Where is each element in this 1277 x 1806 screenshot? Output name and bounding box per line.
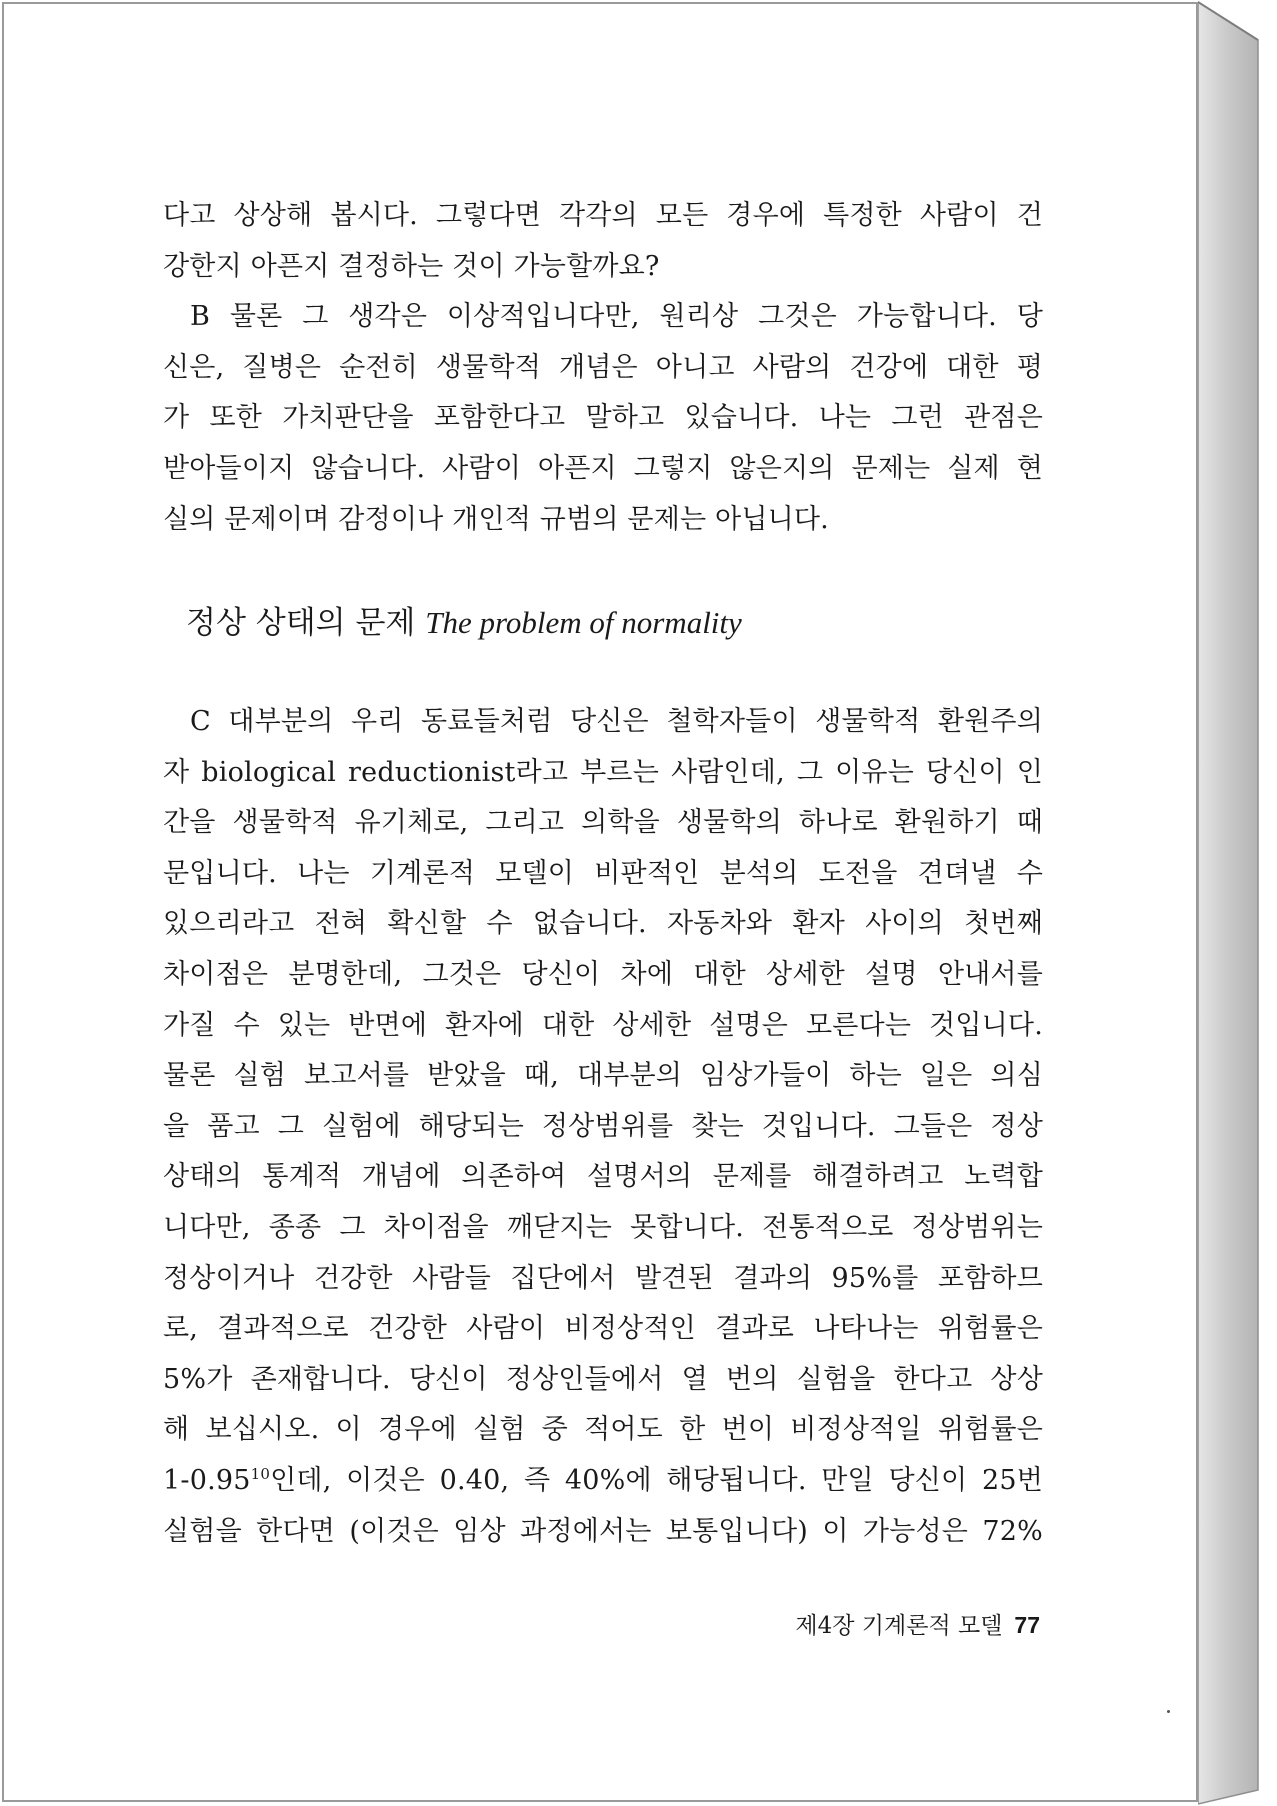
text-line: 있으리라고 전혀 확신할 수 없습니다. 자동차와 환자 사이의 첫번째 [163,908,1043,940]
text-line: 로, 결과적으로 건강한 사람이 비정상적인 결과로 나타나는 위험률은 [163,1313,1043,1345]
text-line: 해 보십시오. 이 경우에 실험 중 적어도 한 번이 비정상적일 위험률은 [163,1414,1043,1446]
text-line: 간을 생물학적 유기체로, 그리고 의학을 생물학의 하나로 환원하기 때 [163,807,1043,839]
speck-mark [1167,1710,1170,1713]
text-line: 니다만, 종종 그 차이점을 깨닫지는 못합니다. 전통적으로 정상범위는 [163,1211,1043,1243]
formula-line: 1-0.95$^{10}$인데, 이것은 0.40, 즉 40%에 해당됩니다. 만일 당신이 25번 [163,1464,1043,1496]
text-line: 받아들이지 않습니다. 사람이 아픈지 그렇지 않은지의 문제는 실제 현 [163,452,1043,484]
text-line: 실의 문제이며 감정이나 개인적 규범의 문제는 아닙니다. [163,503,829,535]
text-line: 정상이거나 건강한 사람들 집단에서 발견된 결과의 95%를 포함하므 [163,1262,1043,1294]
text-line: 문입니다. 나는 기계론적 모델이 비판적인 분석의 도전을 견뎌낼 수 [163,857,1043,889]
text-line: 차이점은 분명한데, 그것은 당신이 차에 대한 상세한 설명 안내서를 [163,958,1043,990]
text-line: 신은, 질병은 순전히 생물학적 개념은 아니고 사람의 건강에 대한 평 [163,351,1043,383]
heading-korean: 정상 상태의 문제 [186,605,416,641]
chapter-title: 제4장 기계론적 모델 [795,1613,1003,1639]
heading-english: The problem of normality [425,605,742,640]
section-1-text [163,191,1043,545]
text-line: 강한지 아픈지 결정하는 것이 가능할까요? [163,250,660,282]
text-line: 실험을 한다면 (이것은 임상 과정에서는 보통입니다) 이 가능성은 72% [163,1515,1043,1547]
text-line: C 대부분의 우리 동료들처럼 당신은 철학자들이 생물학적 환원주의 [190,706,1043,737]
text-line: 가 또한 가치판단을 포함한다고 말하고 있습니다. 나는 그런 관점은 [163,402,1043,434]
page-edge-shading [1198,0,1277,1806]
text-line: 다고 상상해 봅시다. 그렇다면 각각의 모든 경우에 특정한 사람이 건 [163,200,1043,231]
text-line: 상태의 통계적 개념에 의존하여 설명서의 문제를 해결하려고 노력합 [163,1161,1043,1193]
text-line: 5%가 존재합니다. 당신이 정상인들에서 열 번의 실험을 한다고 상상 [163,1363,1043,1395]
section-heading [186,598,742,648]
text-line: 을 품고 그 실험에 해당되는 정상범위를 찾는 것입니다. 그들은 정상 [163,1110,1043,1142]
exponent: 10 [250,1464,271,1483]
running-footer [700,1610,1040,1641]
text-line: B 물론 그 생각은 이상적입니다만, 원리상 그것은 가능합니다. 당 [190,301,1043,333]
text-line: 자 biological reductionist라고 부르는 사람인데, 그 이유는 당신이 인 [163,756,1043,788]
section-2-text [163,697,1043,1557]
page-number: 77 [1014,1612,1040,1638]
text-line: 가질 수 있는 반면에 환자에 대한 상세한 설명은 모른다는 것입니다. [163,1009,1043,1041]
text-line: 물론 실험 보고서를 받았을 때, 대부분의 임상가들이 하는 일은 의심 [163,1060,1043,1092]
